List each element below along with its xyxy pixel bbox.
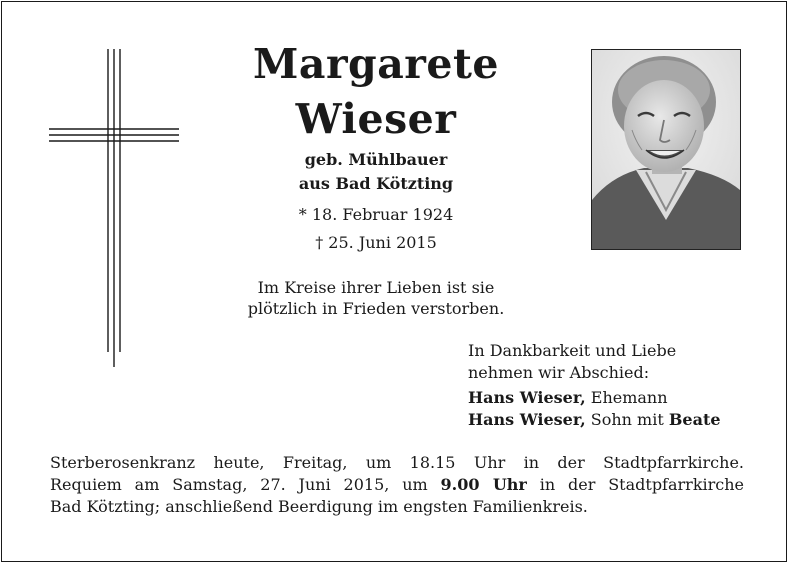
birth-date: * 18. Februar 1924 — [298, 205, 454, 224]
portrait-illustration — [592, 50, 740, 249]
service-notice — [50, 452, 744, 518]
family-intro-2: nehmen wir Abschied: — [468, 363, 650, 382]
last-name: Wieser — [295, 95, 457, 143]
cross-icon — [45, 47, 185, 369]
message-line-1: Im Kreise ihrer Lieben ist sie — [257, 278, 495, 297]
mourner-2-name: Hans Wieser, — [468, 410, 586, 429]
service-line-2 — [50, 474, 744, 496]
mourner-2 — [468, 409, 768, 431]
mourner-1-name: Hans Wieser, — [468, 388, 586, 407]
message-line-2: plötzlich in Frieden verstorben. — [247, 299, 505, 318]
maiden-name: geb. Mühlbauer — [304, 150, 448, 169]
mourner-2-relation: Sohn mit — [590, 410, 664, 429]
death-date: † 25. Juni 2015 — [315, 233, 437, 252]
service-line-1: Sterberosenkranz heute, Freitag, um 18.15 Uhr in der Stadtpfarrkirche. — [50, 453, 744, 472]
family-block — [468, 340, 768, 431]
mourner-2-extra: Beate — [668, 410, 721, 429]
service-time: 9.00 Uhr — [440, 475, 527, 494]
mourner-1 — [468, 387, 768, 409]
first-name: Margarete — [253, 40, 499, 88]
portrait-photo — [591, 49, 741, 250]
family-intro-1: In Dankbarkeit und Liebe — [468, 341, 677, 360]
service-line-2-before: Requiem am Samstag, 27. Juni 2015, um — [50, 475, 428, 494]
mourner-1-relation: Ehemann — [590, 388, 668, 407]
service-line-3: Bad Kötzting; anschließend Beerdigung im engsten Familienkreis. — [50, 497, 588, 516]
service-line-2-after: in der Stadtpfarrkirche — [539, 475, 745, 494]
hometown: aus Bad Kötzting — [298, 174, 454, 193]
